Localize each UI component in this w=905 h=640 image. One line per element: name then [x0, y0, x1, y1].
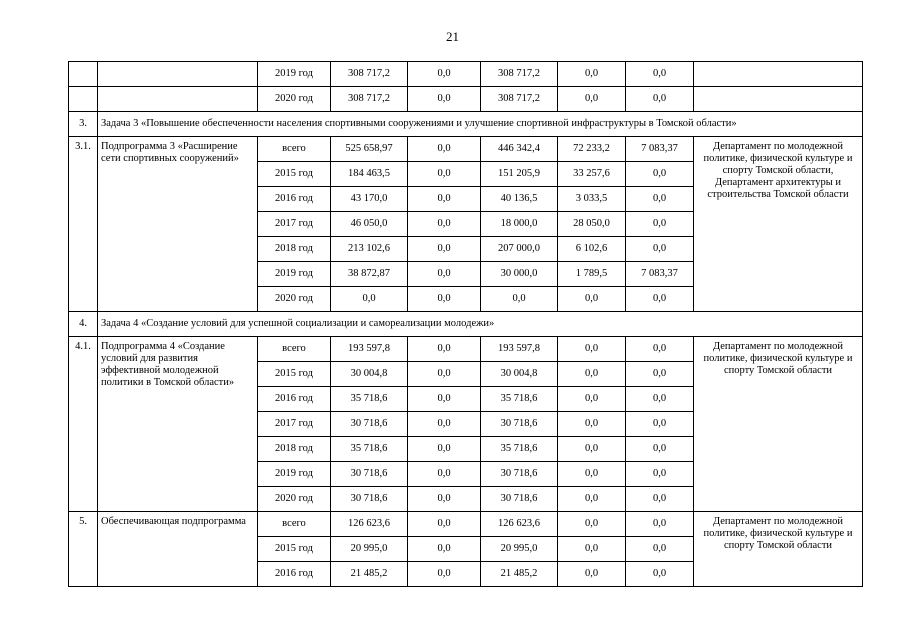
federal-cell: 0,0 [408, 262, 481, 287]
year-cell: 2020 год [258, 287, 331, 312]
regional-cell: 446 342,4 [481, 137, 558, 162]
table-row [69, 87, 863, 112]
total-cell: 525 658,97 [331, 137, 408, 162]
local-cell: 0,0 [558, 562, 626, 587]
table-row [69, 62, 863, 87]
responsible-department: Департамент по молодежной политике, физической культуре и спорту Томской области [694, 337, 863, 512]
year-cell: всего [258, 337, 331, 362]
local-cell: 0,0 [558, 412, 626, 437]
federal-cell: 0,0 [408, 287, 481, 312]
regional-cell: 40 136,5 [481, 187, 558, 212]
other-cell: 0,0 [626, 87, 694, 112]
local-cell: 0,0 [558, 462, 626, 487]
year-cell: 2020 год [258, 487, 331, 512]
other-cell: 0,0 [626, 162, 694, 187]
regional-cell: 18 000,0 [481, 212, 558, 237]
local-cell: 0,0 [558, 62, 626, 87]
local-cell: 28 050,0 [558, 212, 626, 237]
table-row [69, 512, 863, 537]
total-cell: 213 102,6 [331, 237, 408, 262]
local-cell: 6 102,6 [558, 237, 626, 262]
regional-cell: 30 718,6 [481, 487, 558, 512]
federal-cell: 0,0 [408, 487, 481, 512]
total-cell: 38 872,87 [331, 262, 408, 287]
federal-cell: 0,0 [408, 362, 481, 387]
total-cell: 193 597,8 [331, 337, 408, 362]
year-cell: 2020 год [258, 87, 331, 112]
other-cell: 0,0 [626, 512, 694, 537]
other-cell: 7 083,37 [626, 262, 694, 287]
total-cell: 30 718,6 [331, 487, 408, 512]
local-cell: 0,0 [558, 512, 626, 537]
year-cell: 2019 год [258, 62, 331, 87]
federal-cell: 0,0 [408, 462, 481, 487]
other-cell: 0,0 [626, 337, 694, 362]
local-cell: 0,0 [558, 387, 626, 412]
year-cell: 2018 год [258, 437, 331, 462]
year-cell: 2016 год [258, 187, 331, 212]
responsible-department: Департамент по молодежной политике, физической культуре и спорту Томской области [694, 512, 863, 587]
other-cell: 0,0 [626, 62, 694, 87]
table-row [69, 137, 863, 162]
other-cell: 0,0 [626, 412, 694, 437]
total-cell: 184 463,5 [331, 162, 408, 187]
year-cell: 2019 год [258, 262, 331, 287]
empty-name-cell [98, 87, 258, 112]
local-cell: 0,0 [558, 87, 626, 112]
local-cell: 0,0 [558, 487, 626, 512]
regional-cell: 207 000,0 [481, 237, 558, 262]
total-cell: 308 717,2 [331, 62, 408, 87]
table-row [69, 337, 863, 362]
other-cell: 0,0 [626, 562, 694, 587]
subprogram-name: Подпрограмма 3 «Расширение сети спортивных сооружений» [98, 137, 258, 312]
federal-cell: 0,0 [408, 562, 481, 587]
total-cell: 46 050,0 [331, 212, 408, 237]
local-cell: 1 789,5 [558, 262, 626, 287]
federal-cell: 0,0 [408, 437, 481, 462]
total-cell: 30 718,6 [331, 462, 408, 487]
local-cell: 0,0 [558, 287, 626, 312]
federal-cell: 0,0 [408, 62, 481, 87]
year-cell: 2015 год [258, 162, 331, 187]
empty-dept-cell [694, 62, 863, 87]
year-cell: 2016 год [258, 562, 331, 587]
federal-cell: 0,0 [408, 237, 481, 262]
local-cell: 0,0 [558, 537, 626, 562]
total-cell: 35 718,6 [331, 387, 408, 412]
year-cell: всего [258, 512, 331, 537]
other-cell: 0,0 [626, 487, 694, 512]
task-title: Задача 3 «Повышение обеспеченности населения спортивными сооружениями и улучшение спортивной инфраструктуры в Томской области» [98, 112, 863, 137]
regional-cell: 193 597,8 [481, 337, 558, 362]
regional-cell: 0,0 [481, 287, 558, 312]
total-cell: 43 170,0 [331, 187, 408, 212]
total-cell: 30 004,8 [331, 362, 408, 387]
regional-cell: 151 205,9 [481, 162, 558, 187]
total-cell: 35 718,6 [331, 437, 408, 462]
total-cell: 30 718,6 [331, 412, 408, 437]
regional-cell: 30 718,6 [481, 462, 558, 487]
other-cell: 0,0 [626, 287, 694, 312]
local-cell: 33 257,6 [558, 162, 626, 187]
total-cell: 21 485,2 [331, 562, 408, 587]
year-cell: 2017 год [258, 412, 331, 437]
total-cell: 126 623,6 [331, 512, 408, 537]
regional-cell: 21 485,2 [481, 562, 558, 587]
federal-cell: 0,0 [408, 412, 481, 437]
other-cell: 0,0 [626, 212, 694, 237]
task-index: 3. [69, 112, 98, 137]
year-cell: 2015 год [258, 537, 331, 562]
year-cell: 2019 год [258, 462, 331, 487]
federal-cell: 0,0 [408, 512, 481, 537]
year-cell: 2018 год [258, 237, 331, 262]
other-cell: 0,0 [626, 187, 694, 212]
subprogram-index: 4.1. [69, 337, 98, 512]
other-cell: 0,0 [626, 437, 694, 462]
regional-cell: 126 623,6 [481, 512, 558, 537]
total-cell: 308 717,2 [331, 87, 408, 112]
other-cell: 0,0 [626, 237, 694, 262]
responsible-department: Департамент по молодежной политике, физической культуре и спорту Томской области, Департамент архитектуры и строительства Томской области [694, 137, 863, 312]
page-number: 21 [446, 29, 459, 44]
federal-cell: 0,0 [408, 387, 481, 412]
regional-cell: 20 995,0 [481, 537, 558, 562]
other-cell: 0,0 [626, 387, 694, 412]
federal-cell: 0,0 [408, 212, 481, 237]
local-cell: 3 033,5 [558, 187, 626, 212]
subprogram-name: Подпрограмма 4 «Создание условий для развития эффективной молодежной политики в Томской области» [98, 337, 258, 512]
total-cell: 0,0 [331, 287, 408, 312]
other-cell: 0,0 [626, 362, 694, 387]
federal-cell: 0,0 [408, 537, 481, 562]
subprogram-name: Обеспечивающая подпрограмма [98, 512, 258, 587]
empty-name-cell [98, 62, 258, 87]
regional-cell: 308 717,2 [481, 87, 558, 112]
empty-dept-cell [694, 87, 863, 112]
regional-cell: 35 718,6 [481, 387, 558, 412]
task4-row [69, 312, 863, 337]
local-cell: 0,0 [558, 437, 626, 462]
total-cell: 20 995,0 [331, 537, 408, 562]
task-index: 4. [69, 312, 98, 337]
regional-cell: 30 004,8 [481, 362, 558, 387]
regional-cell: 35 718,6 [481, 437, 558, 462]
task3-row [69, 112, 863, 137]
federal-cell: 0,0 [408, 187, 481, 212]
local-cell: 72 233,2 [558, 137, 626, 162]
local-cell: 0,0 [558, 362, 626, 387]
subprogram-index: 5. [69, 512, 98, 587]
federal-cell: 0,0 [408, 162, 481, 187]
year-cell: всего [258, 137, 331, 162]
other-cell: 0,0 [626, 537, 694, 562]
regional-cell: 308 717,2 [481, 62, 558, 87]
budget-table [68, 61, 863, 587]
year-cell: 2016 год [258, 387, 331, 412]
year-cell: 2017 год [258, 212, 331, 237]
other-cell: 7 083,37 [626, 137, 694, 162]
other-cell: 0,0 [626, 462, 694, 487]
subprogram-index: 3.1. [69, 137, 98, 312]
local-cell: 0,0 [558, 337, 626, 362]
year-cell: 2015 год [258, 362, 331, 387]
federal-cell: 0,0 [408, 87, 481, 112]
task-title: Задача 4 «Создание условий для успешной социализации и самореализации молодежи» [98, 312, 863, 337]
regional-cell: 30 718,6 [481, 412, 558, 437]
federal-cell: 0,0 [408, 137, 481, 162]
federal-cell: 0,0 [408, 337, 481, 362]
regional-cell: 30 000,0 [481, 262, 558, 287]
empty-index-cell [69, 62, 98, 87]
empty-index-cell [69, 87, 98, 112]
